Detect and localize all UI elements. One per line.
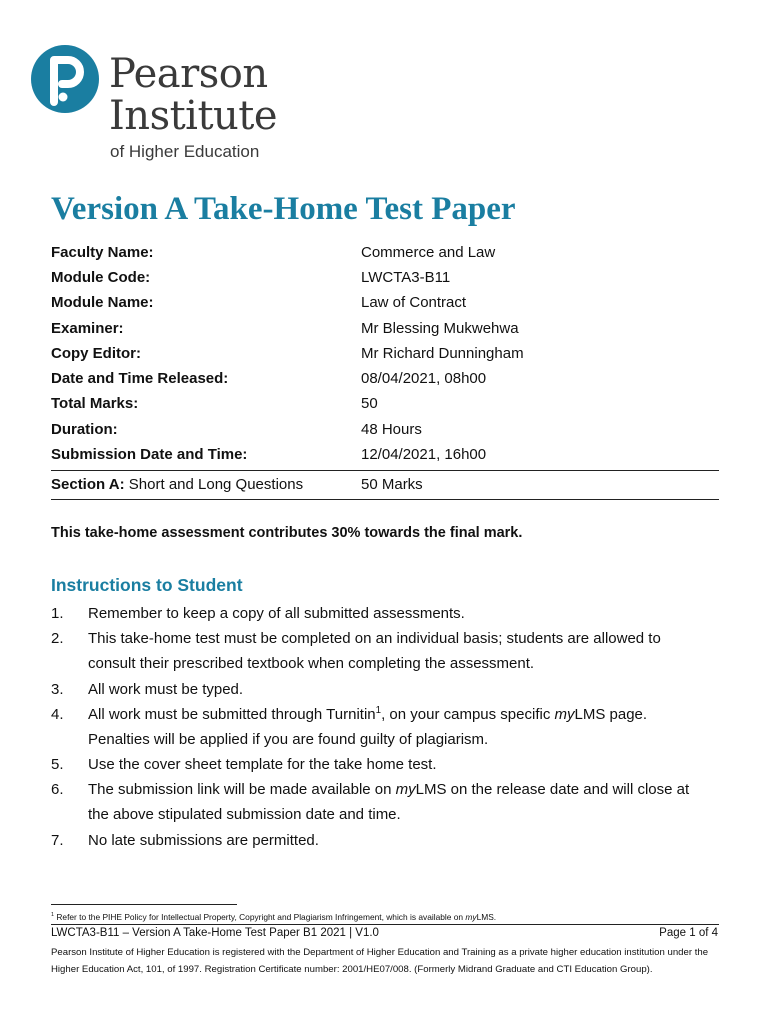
section-label: Section A:	[51, 476, 125, 493]
page-number: Page 1 of 4	[659, 927, 718, 939]
item-text: Use the cover sheet template for the take home test.	[88, 756, 437, 773]
item-text: All work must be submitted through Turnitin$^1$, on your campus specific myLMS page.	[88, 705, 648, 723]
item-number: 1.	[51, 605, 64, 622]
instructions-heading: Instructions to Student	[51, 575, 243, 595]
divider	[51, 499, 719, 500]
info-label: Examiner:	[51, 320, 124, 337]
item-number: 7.	[51, 832, 64, 849]
info-row-submission	[51, 442, 719, 467]
info-value: 08/04/2021, 08h00	[361, 370, 487, 387]
section-a-row	[51, 471, 719, 498]
contribution-note: This take-home assessment contributes 30% towards the final mark.	[51, 525, 523, 541]
item-text: This take-home test must be completed on an individual basis; students are allowed to	[88, 630, 661, 647]
info-row-duration	[51, 417, 719, 442]
item-text: Remember to keep a copy of all submitted assessments.	[88, 605, 465, 622]
info-value: 50	[361, 395, 378, 412]
info-label: Module Code:	[51, 269, 151, 286]
info-value: 48 Hours	[361, 421, 422, 438]
info-value: LWCTA3-B11	[361, 269, 451, 286]
info-row-faculty	[51, 240, 719, 265]
pearson-logo	[30, 44, 310, 164]
footnote-divider	[51, 904, 237, 905]
info-value: Commerce and Law	[361, 244, 496, 261]
info-value: Mr Blessing Mukwehwa	[361, 320, 519, 337]
info-label: Submission Date and Time:	[51, 446, 248, 463]
footer-divider	[51, 924, 719, 925]
info-row-date-released	[51, 366, 719, 391]
footnote: $^1$ Refer to the PIHE Policy for Intellectual Property, Copyright and Plagiarism Infringement, which is available on myLMS.	[51, 912, 497, 922]
section-name: Short and Long Questions	[128, 476, 304, 493]
info-label: Total Marks:	[51, 395, 139, 412]
info-value: Law of Contract	[361, 294, 467, 311]
logo-text-institute: Institute	[109, 93, 278, 139]
info-row-copy-editor	[51, 341, 719, 366]
info-row-total-marks	[51, 391, 719, 416]
info-value: Mr Richard Dunningham	[361, 345, 524, 362]
footer-disclaimer: Pearson Institute of Higher Education is registered with the Department of Higher Education and Training as a private higher education institution under the Higher Education Act, 101, of 1997. Registration Certificate number: 2001/HE07/008. (Formerly Midrand Graduate and CTI Education Group).	[51, 947, 709, 975]
info-row-module-code	[51, 265, 719, 290]
item-text: The submission link will be made available on myLMS on the release date and will close at	[88, 781, 690, 798]
item-number: 2.	[51, 630, 64, 647]
info-value: 12/04/2021, 16h00	[361, 446, 487, 463]
footer-document-id: LWCTA3-B11 – Version A Take-Home Test Paper B1 2021 | V1.0	[51, 927, 379, 939]
page-title: Version A Take-Home Test Paper	[51, 191, 516, 227]
item-text: consult their prescribed textbook when completing the assessment.	[88, 655, 535, 673]
footnote-ref: 1	[375, 705, 382, 716]
item-number: 6.	[51, 781, 64, 798]
info-label: Copy Editor:	[51, 345, 141, 362]
info-label: Date and Time Released:	[51, 370, 229, 387]
pearson-p-icon	[30, 44, 100, 114]
info-label: Faculty Name:	[51, 244, 154, 261]
item-text: the above stipulated submission date and time.	[88, 806, 401, 824]
info-row-module-name	[51, 290, 719, 315]
item-number: 3.	[51, 681, 64, 698]
logo-text-pearson: Pearson	[109, 51, 268, 97]
item-text: All work must be typed.	[88, 681, 244, 698]
item-text: No late submissions are permitted.	[88, 832, 319, 849]
info-row-examiner	[51, 316, 719, 341]
item-number: 4.	[51, 706, 64, 723]
item-number: 5.	[51, 756, 64, 773]
info-label: Module Name:	[51, 294, 154, 311]
info-label: Duration:	[51, 421, 118, 438]
section-marks: 50 Marks	[361, 476, 423, 493]
item-text: Penalties will be applied if you are found guilty of plagiarism.	[88, 731, 489, 749]
logo-text-subtitle: of Higher Education	[110, 142, 260, 161]
